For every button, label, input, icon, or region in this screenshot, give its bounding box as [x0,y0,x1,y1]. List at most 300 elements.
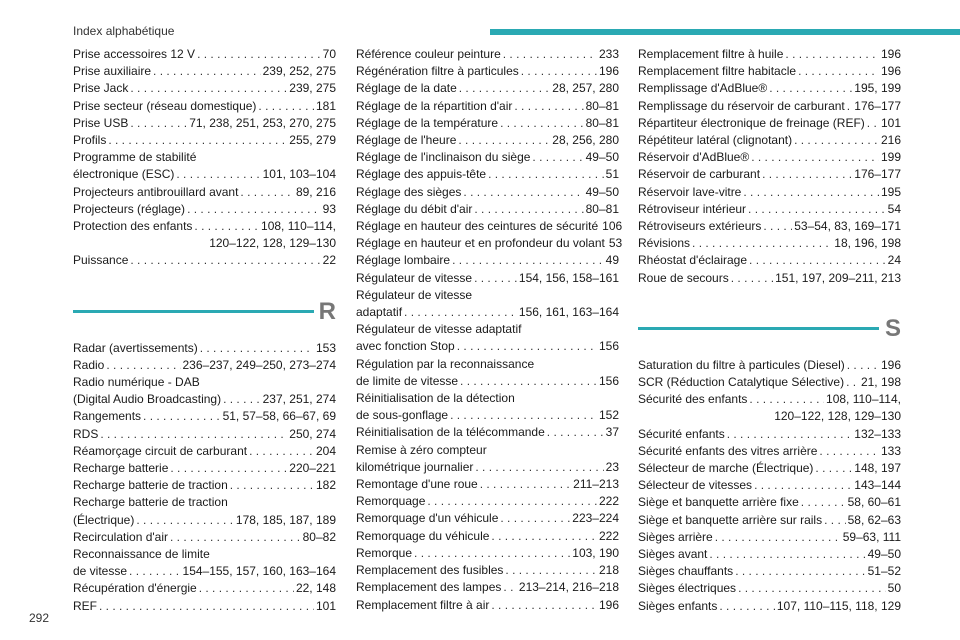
index-entry [356,390,619,424]
entry-line [356,235,623,252]
index-entry [356,510,619,527]
entry-line [638,115,901,132]
entry-label: Récupération d'énergie [73,581,197,596]
entry-pages[interactable]: 80–81 [585,201,619,216]
index-entry [356,287,619,321]
entry-line [73,149,336,166]
index-entry [638,580,901,597]
entry-label: Remorquage d'un véhicule [356,511,499,526]
index-entry [73,494,336,528]
dot-leader [505,562,597,579]
entry-pages[interactable]: 255, 279 [289,133,336,148]
entry-pages[interactable]: 80–81 [585,98,619,113]
entry-label: kilométrique journalier [356,459,474,474]
entry-label: Siège et banquette arrière fixe [638,495,799,510]
index-entry [356,115,619,132]
entry-pages[interactable]: 51 [605,167,619,182]
entry-pages[interactable]: 59–63, 111 [842,529,901,544]
entry-label: Réservoir d'AdBlue® [638,150,750,165]
entry-label: Remplissage d'AdBlue® [638,81,768,96]
dot-leader [187,201,321,218]
entry-line [73,460,336,477]
dot-leader [867,115,879,132]
entry-pages[interactable]: 24 [887,253,901,268]
entry-pages[interactable]: 152 [598,408,619,423]
entry-pages[interactable]: 196 [880,357,901,372]
entry-label: Prise accessoires 12 V [73,47,196,61]
dot-leader [474,201,583,218]
index-entry [73,132,336,149]
entry-pages[interactable]: 49–50 [585,184,619,199]
entry-pages[interactable]: 239, 275 [289,81,336,96]
entry-label: de vitesse [73,564,128,579]
entry-pages[interactable]: 132–133 [854,426,901,441]
entry-pages[interactable]: 71, 238, 251, 253, 270, 275 [189,115,336,130]
entry-line [73,184,336,201]
entry-label: Projecteurs (réglage) [73,201,186,216]
dot-leader [749,252,886,269]
dot-leader [197,46,321,63]
dot-leader [176,166,260,183]
entry-pages[interactable]: 103, 190 [572,545,619,560]
index-entry [73,546,336,580]
entry-label: Sécurité des enfants [638,392,748,407]
entry-pages[interactable]: 49–50 [867,547,901,562]
entry-pages[interactable]: 151, 197, 209–211, 213 [775,270,901,285]
entry-line [356,407,619,424]
index-entry [73,598,336,615]
entry-pages[interactable]: 176–177 [854,98,901,113]
entry-label: Réglage de l'heure [356,133,457,148]
entry-line [356,63,619,80]
index-entry [73,357,336,374]
entry-pages[interactable]: 49 [605,253,619,268]
entry-pages[interactable]: 80–81 [585,115,619,130]
entry-pages[interactable]: 54 [887,201,901,216]
dot-leader [738,580,886,597]
entry-line [73,512,336,529]
entry-line [73,563,336,580]
entry-pages[interactable]: 23 [605,459,619,474]
index-entry [638,252,901,269]
index-entry [638,132,901,149]
entry-list [356,46,623,614]
index-entry [356,579,619,596]
entry-line [73,580,336,597]
dot-leader [194,218,259,235]
entry-pages[interactable]: 213–214, 216–218 [518,580,619,595]
dot-leader [459,80,551,97]
entry-pages[interactable]: 51–52 [867,564,901,579]
index-entry [638,512,901,529]
dot-leader [130,115,187,132]
dot-leader [715,529,841,546]
dot-leader [769,80,852,97]
dot-leader [754,477,852,494]
index-entry [356,98,619,115]
entry-label: (Digital Audio Broadcasting) [73,392,222,407]
index-entry [356,442,619,476]
dot-leader [130,80,287,97]
entry-label: avec fonction Stop [356,339,455,354]
entry-pages[interactable]: 22 [322,253,336,268]
dot-leader [230,477,314,494]
index-entry [356,201,619,218]
dot-leader [240,184,294,201]
entry-line [638,357,901,374]
dot-leader [100,426,287,443]
index-entry [638,270,901,287]
dot-leader [258,98,314,115]
entry-pages[interactable]: 101 [315,598,336,613]
index-entry [356,321,619,355]
entry-line [638,80,901,97]
index-entry [73,443,336,460]
entry-label: Radar (avertissements) [73,340,198,355]
entry-pages[interactable]: 233 [598,47,619,61]
dot-leader [491,597,597,614]
dot-leader [460,373,597,390]
index-column-1 [73,46,336,615]
dot-leader [200,340,314,357]
entry-label: Recharge batterie de traction [73,495,228,510]
entry-line [638,63,901,80]
dot-leader [106,357,180,374]
entry-label: Sièges chauffants [638,564,734,579]
entry-line [73,357,336,374]
entry-pages[interactable]: 154, 156, 158–161 [518,270,619,285]
dot-leader [692,235,832,252]
entry-line [356,442,619,459]
entry-pages[interactable]: 153 [315,340,336,355]
dot-leader [249,443,314,460]
index-entry [638,149,901,166]
entry-pages[interactable]: 182 [315,478,336,493]
entry-label: Révisions [638,236,691,251]
entry-pages[interactable]: 89, 216 [295,184,336,199]
entry-line [73,63,336,80]
entry-line [356,545,619,562]
entry-pages[interactable]: 21, 198 [860,375,901,390]
entry-pages[interactable]: 156 [598,373,619,388]
dot-leader [751,149,879,166]
entry-pages[interactable]: 107, 110–115, 118, 129 [776,598,901,613]
entry-label: SCR (Réduction Catalytique Sélective) [638,375,845,390]
index-entry [73,149,336,183]
entry-pages[interactable]: 143–144 [854,478,901,493]
entry-label: Recirculation d'air [73,529,168,544]
entry-line [356,510,619,527]
dot-leader [801,494,846,511]
entry-line [638,98,901,115]
entry-label: Reconnaissance de limite [73,547,210,562]
entry-line [356,597,619,614]
dot-leader [521,63,597,80]
entry-pages[interactable]: 156, 161, 163–164 [518,305,619,320]
entry-pages[interactable]: 51, 57–58, 66–67, 69 [222,409,336,424]
entry-label: Radio [73,357,105,372]
entry-line [73,166,336,183]
entry-label: Référence couleur peinture [356,47,501,61]
section-letter: S [884,314,901,342]
entry-label: Rétroviseur intérieur [638,201,747,216]
entry-pages[interactable]: 196 [880,47,901,61]
section-s [638,315,901,615]
index-column-3 [638,46,901,615]
index-entry [356,252,619,269]
entry-pages[interactable]: 195, 199 [854,81,901,96]
index-entry [638,80,901,97]
entry-line [638,270,901,287]
entry-label: Réglage des appuis-tête [356,167,487,182]
entry-label: de sous-gonflage [356,408,449,423]
index-entry [356,270,619,287]
entry-pages[interactable]: 236–237, 249–250, 273–274 [182,357,336,372]
entry-pages[interactable]: 93 [322,201,336,216]
entry-label: Protection des enfants [73,219,193,234]
entry-pages[interactable]: 204 [315,443,336,458]
entry-line [73,477,336,494]
dot-leader [170,529,301,546]
entry-line [73,408,336,425]
entry-pages[interactable]: 37 [605,425,619,440]
section-header [73,298,336,334]
entry-pages[interactable]: 53–54, 83, 169–171 [794,219,901,234]
entry-line [73,426,336,443]
index-entry [73,426,336,443]
index-entry [73,115,336,132]
entry-pages[interactable]: 28, 256, 280 [552,133,619,148]
entry-line [356,390,619,407]
index-entry [356,235,623,252]
dot-leader [846,374,859,391]
index-entry [638,166,901,183]
entry-pages[interactable]: 108, 110–114, [826,392,901,407]
entry-list [73,340,336,615]
entry-label: Rangements [73,409,142,424]
entry-label: Réamorçage circuit de carburant [73,443,248,458]
dot-leader [153,63,261,80]
dot-leader [503,46,597,63]
index-entry [356,424,619,441]
entry-pages[interactable]: 22, 148 [295,581,336,596]
entry-label: Réglage de l'inclinaison du siège [356,150,531,165]
dot-leader [480,476,571,493]
entry-label: Réglage de la répartition d'air [356,98,513,113]
index-entry [638,374,901,391]
index-entry [638,46,901,63]
dot-leader [414,545,570,562]
index-entry [638,494,901,511]
dot-leader [815,460,852,477]
entry-label: Profils [73,133,107,148]
dot-leader [474,270,517,287]
entry-pages[interactable]: 222 [598,494,619,509]
dot-leader [735,563,865,580]
entry-line [356,80,619,97]
entry-pages[interactable]: 148, 197 [854,461,901,476]
entry-line [356,304,619,321]
entry-label: Prise USB [73,115,129,130]
entry-label: Sélecteur de marche (Électrique) [638,461,814,476]
dot-leader [847,98,853,115]
dot-leader [500,115,584,132]
entry-label: Sécurité enfants [638,426,725,441]
entry-pages[interactable]: 178, 185, 187, 189 [235,512,336,527]
entry-pages[interactable]: 53 [608,236,623,251]
dot-leader [491,528,597,545]
index-entry [73,184,336,201]
entry-line [356,476,619,493]
entry-line [356,98,619,115]
entry-label: Radio numérique - DAB [73,375,200,390]
entry-line [356,321,619,338]
entry-line [638,580,901,597]
header-accent-bar [490,29,960,35]
entry-line [638,512,901,529]
entry-pages[interactable]: 58, 62–63 [847,512,901,527]
entry-line [638,426,901,443]
index-entry [356,63,619,80]
entry-pages[interactable]: 49–50 [585,150,619,165]
entry-label: Réglage de la date [356,81,457,96]
entry-label: Remorquage [356,494,426,509]
entry-pages[interactable]: 176–177 [854,167,901,182]
entry-label: Répartiteur électronique de freinage (REF) [638,115,865,130]
entry-pages[interactable]: 250, 274 [289,426,336,441]
entry-line [73,252,336,269]
entry-line [356,528,619,545]
entry-label: Sièges avant [638,547,708,562]
entry-line [73,494,336,511]
dot-leader [749,391,824,408]
entry-pages[interactable]: 101, 103–104 [262,167,336,182]
entry-pages[interactable]: 18, 196, 198 [834,236,901,251]
section-header [638,315,901,351]
entry-line [356,252,619,269]
dot-leader [475,459,603,476]
entry-label: Réglage lombaire [356,253,451,268]
entry-label: Rhéostat d'éclairage [638,253,748,268]
entry-pages[interactable]: 211–213 [573,477,619,492]
entry-pages[interactable]: 101 [880,115,901,130]
entry-label: Régulation par la reconnaissance [356,356,535,371]
entry-label: Remplissage du réservoir de carburant [638,98,845,113]
dot-leader [762,166,852,183]
entry-label: Remplacement filtre habitacle [638,64,797,79]
entry-pages[interactable]: 239, 252, 275 [262,64,336,79]
entry-pages[interactable]: 218 [598,563,619,578]
dot-leader [136,512,234,529]
entry-line [638,477,901,494]
entry-line [73,98,336,115]
index-entry [356,597,619,614]
entry-line [638,132,901,149]
entry-line [73,443,336,460]
entry-line [73,374,336,391]
entry-label: Prise Jack [73,81,129,96]
entry-line [356,115,619,132]
entry-pages[interactable]: 181 [315,98,336,113]
entry-pages[interactable]: 70 [322,47,336,61]
entry-pages-continued[interactable]: 120–122, 128, 129–130 [209,236,336,251]
entry-pages[interactable]: 223–224 [572,511,619,526]
dot-leader [450,407,597,424]
index-entry [73,374,336,408]
entry-label: Réglage de la température [356,115,499,130]
index-column-2 [356,46,623,614]
entry-line [356,201,619,218]
index-entry [73,340,336,357]
entry-label: Programme de stabilité [73,150,197,165]
entry-pages[interactable]: 28, 257, 280 [552,81,619,96]
entry-label: Sièges enfants [638,598,718,613]
entry-pages[interactable]: 154–155, 157, 160, 163–164 [182,564,336,579]
index-entry [73,460,336,477]
entry-line [356,459,619,476]
entry-pages[interactable]: 195 [880,184,901,199]
dot-leader [129,563,180,580]
entry-line [638,166,901,183]
entry-label: Sièges arrière [638,529,713,544]
index-entry [73,408,336,425]
entry-line [638,235,901,252]
entry-label: Rétroviseurs extérieurs [638,219,762,234]
dot-leader [452,252,604,269]
entry-pages[interactable]: 220–221 [289,461,336,476]
dot-leader [458,132,550,149]
entry-pages[interactable]: 216 [880,133,901,148]
dot-leader [143,408,221,425]
entry-line [73,391,336,408]
entry-label: RDS [73,426,99,441]
entry-pages[interactable]: 199 [880,150,901,165]
entry-pages[interactable]: 108, 110–114, [261,219,336,234]
entry-pages[interactable]: 58, 60–61 [847,495,901,510]
entry-pages[interactable]: 237, 251, 274 [262,392,336,407]
entry-pages[interactable]: 196 [880,64,901,79]
index-entry [638,391,901,425]
dot-leader [488,166,604,183]
entry-pages[interactable]: 133 [880,443,901,458]
entry-pages[interactable]: 196 [598,597,619,612]
entry-pages[interactable]: 106 [602,219,623,234]
dot-leader [99,598,314,615]
entry-pages[interactable]: 80–82 [302,529,336,544]
entry-line [356,184,619,201]
dot-leader [404,304,517,321]
entry-line [73,46,336,63]
entry-line [638,184,901,201]
dot-leader [223,391,261,408]
index-entry [638,426,901,443]
index-entry [638,357,901,374]
section-divider [73,310,314,313]
entry-pages[interactable]: 222 [598,528,619,543]
entry-line [73,80,336,97]
entry-label: de limite de vitesse [356,373,459,388]
entry-pages[interactable]: 50 [887,581,901,596]
entry-pages[interactable]: 156 [598,339,619,354]
entry-pages-continued[interactable]: 120–122, 128, 129–130 [774,409,901,424]
entry-pages[interactable]: 196 [598,64,619,79]
entry-label: Réinitialisation de la télécommande [356,425,545,440]
entry-list [638,357,901,615]
index-entry [638,598,901,615]
section-divider [638,327,879,330]
index-entry [356,528,619,545]
dot-leader [532,149,583,166]
